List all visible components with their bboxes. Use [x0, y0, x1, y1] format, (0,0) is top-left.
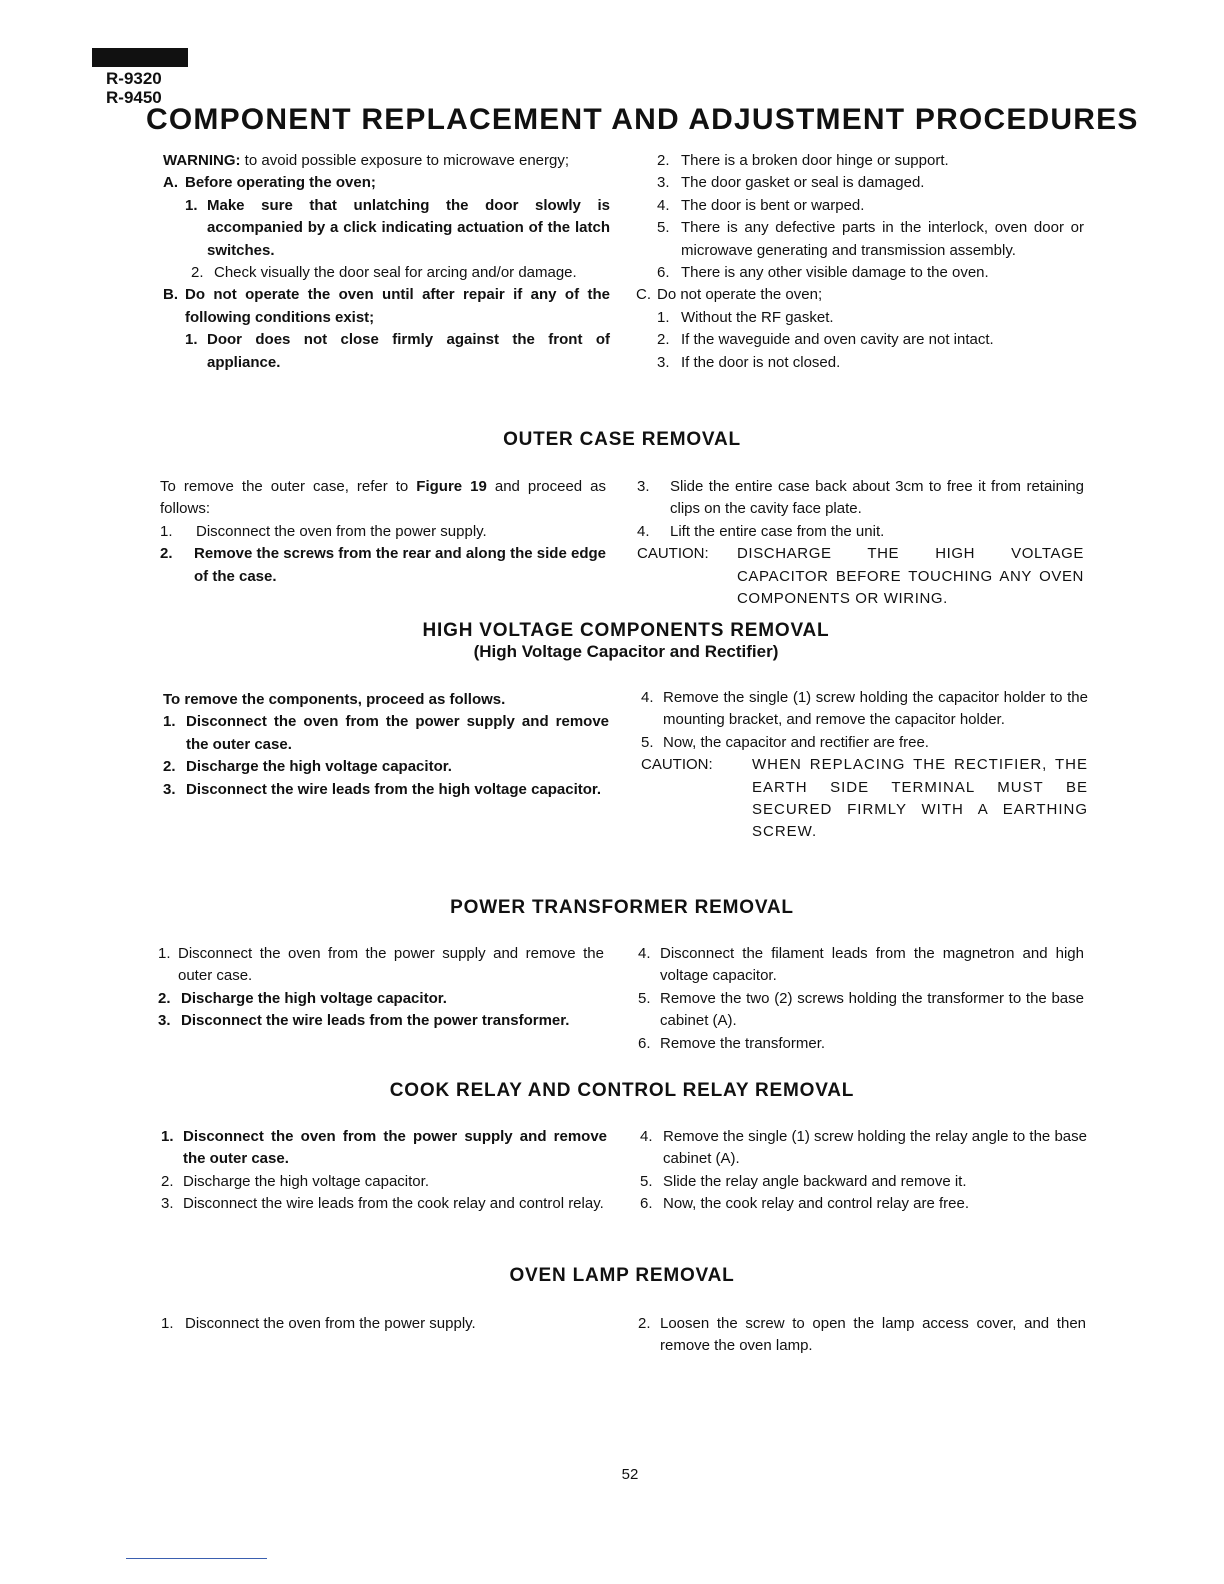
- cook-relay-step-2: 2. Discharge the high voltage capacitor.: [161, 1172, 429, 1190]
- warning-item-a1: 1. Make sure that unlatching the door slowly is accompanied by a click indicating actuation of the latch switches.: [185, 196, 610, 259]
- warning-item-c3: 3. If the door is not closed.: [657, 353, 841, 371]
- warning-intro-text: to avoid possible exposure to microwave energy;: [244, 152, 570, 169]
- power-transformer-step-2: 2. Discharge the high voltage capacitor.: [158, 989, 447, 1007]
- warning-item-a2: 2. Check visually the door seal for arcing and/or damage.: [191, 264, 577, 282]
- warning-left-column: [163, 150, 610, 374]
- outer-case-right: [637, 476, 1084, 610]
- oven-lamp-step-1: 1. Disconnect the oven from the power supply.: [161, 1315, 476, 1332]
- header-black-bar: [92, 48, 188, 67]
- warning-right-column: [636, 150, 1084, 374]
- warning-item-6: 6. There is any other visible damage to the oven.: [657, 264, 989, 282]
- outer-case-step-2: 2. Remove the screws from the rear and along the side edge of the case.: [160, 545, 606, 585]
- high-voltage-step-1: 1. Disconnect the oven from the power supply and remove the outer case.: [163, 713, 609, 753]
- warning-c-list: [636, 307, 1084, 374]
- oven-lamp-title: OVEN LAMP REMOVAL: [509, 1265, 735, 1286]
- warning-item-c2: 2. If the waveguide and oven cavity are not intact.: [657, 331, 994, 349]
- figure-reference: Figure 19: [416, 478, 487, 495]
- cook-relay-title: COOK RELAY AND CONTROL RELAY REMOVAL: [389, 1080, 855, 1101]
- cook-relay-step-6: 6. Now, the cook relay and control relay are free.: [640, 1195, 969, 1213]
- high-voltage-left: [163, 689, 609, 801]
- outer-case-left: [160, 476, 606, 588]
- warning-item-c: C. Do not operate the oven;: [636, 286, 823, 304]
- model-number-2: R-9450: [106, 88, 162, 107]
- warning-item-c1: 1. Without the RF gasket.: [657, 308, 834, 326]
- page-number: 52: [621, 1466, 639, 1483]
- warning-intro: [163, 150, 610, 172]
- high-voltage-right: [641, 687, 1088, 844]
- power-transformer-step-4: 4. Disconnect the filament leads from the magnetron and high voltage capacitor.: [638, 945, 1084, 985]
- footer-rule: [126, 1558, 267, 1559]
- power-transformer-title: POWER TRANSFORMER REMOVAL: [450, 897, 794, 918]
- cook-relay-right: [640, 1126, 1087, 1216]
- cook-relay-left: [161, 1126, 607, 1216]
- high-voltage-step-2: 2. Discharge the high voltage capacitor.: [163, 758, 452, 776]
- outer-case-step-3: 3. Slide the entire case back about 3cm to free it from retaining clips on the cavity face plate.: [637, 478, 1084, 518]
- high-voltage-subtitle: (High Voltage Capacitor and Rectifier): [473, 642, 779, 661]
- outer-case-step-1: 1. Disconnect the oven from the power supply.: [160, 522, 487, 540]
- caution-text: DISCHARGE THE HIGH VOLTAGE CAPACITOR BEFORE TOUCHING ANY OVEN COMPONENTS OR WIRING.: [737, 545, 1084, 608]
- high-voltage-title: HIGH VOLTAGE COMPONENTS REMOVAL (High Voltage Capacitor and Rectifier): [4, 620, 1224, 662]
- warning-right-list: [636, 150, 1084, 284]
- page-title: COMPONENT REPLACEMENT AND ADJUSTMENT PROCEDURES: [146, 103, 1139, 136]
- cook-relay-step-1: 1. Disconnect the oven from the power supply and remove the outer case.: [161, 1128, 607, 1168]
- outer-case-title: OUTER CASE REMOVAL: [503, 429, 741, 450]
- warning-item-3: 3. The door gasket or seal is damaged.: [657, 174, 925, 192]
- oven-lamp-left: [161, 1313, 607, 1335]
- power-transformer-left: [158, 943, 604, 1033]
- model-number-1: R-9320: [106, 69, 162, 88]
- high-voltage-step-5: 5. Now, the capacitor and rectifier are free.: [641, 733, 929, 751]
- power-transformer-step-6: 6. Remove the transformer.: [638, 1034, 826, 1052]
- outer-case-caution: [637, 543, 1084, 610]
- cook-relay-step-4: 4. Remove the single (1) screw holding the relay angle to the base cabinet (A).: [640, 1128, 1087, 1168]
- high-voltage-caution: [641, 754, 1088, 844]
- warning-item-2: 2. There is a broken door hinge or support.: [657, 152, 949, 169]
- cook-relay-step-5: 5. Slide the relay angle backward and remove it.: [640, 1172, 967, 1190]
- cook-relay-step-3: 3. Disconnect the wire leads from the cook relay and control relay.: [161, 1195, 604, 1213]
- power-transformer-step-5: 5. Remove the two (2) screws holding the transformer to the base cabinet (A).: [638, 989, 1084, 1030]
- caution-label: CAUTION:: [637, 545, 709, 563]
- power-transformer-right: [638, 943, 1084, 1055]
- power-transformer-step-1: 1. Disconnect the oven from the power supply and remove the outer case.: [158, 945, 604, 985]
- warning-item-a: A. Before operating the oven;: [163, 174, 376, 192]
- high-voltage-step-3: 3. Disconnect the wire leads from the high voltage capacitor.: [163, 780, 602, 798]
- outer-case-intro: To remove the outer case, refer to Figure 19 and proceed as follows:: [160, 478, 606, 518]
- high-voltage-intro: To remove the components, proceed as follows.: [163, 691, 506, 708]
- high-voltage-step-4: 4. Remove the single (1) screw holding the capacitor holder to the mounting bracket, and remove the capacitor holder.: [641, 689, 1088, 729]
- oven-lamp-step-2: 2. Loosen the screw to open the lamp access cover, and then remove the oven lamp.: [638, 1315, 1086, 1355]
- warning-item-b: B. Do not operate the oven until after repair if any of the following conditions exist;: [163, 286, 610, 326]
- warning-item-5: 5. There is any defective parts in the interlock, oven door or microwave generating and transmission assembly.: [657, 219, 1084, 259]
- warning-label: WARNING:: [163, 152, 241, 169]
- caution-text: WHEN REPLACING THE RECTIFIER, THE EARTH SIDE TERMINAL MUST BE SECURED FIRMLY WITH A EARTHING SCREW.: [752, 756, 1088, 841]
- caution-label: CAUTION:: [641, 756, 713, 774]
- warning-item-4: 4. The door is bent or warped.: [657, 196, 865, 214]
- oven-lamp-right: [638, 1313, 1086, 1358]
- warning-item-b1: 1. Door does not close firmly against the front of appliance.: [185, 331, 610, 371]
- outer-case-step-4: 4. Lift the entire case from the unit.: [637, 522, 885, 540]
- power-transformer-step-3: 3. Disconnect the wire leads from the power transformer.: [158, 1012, 570, 1030]
